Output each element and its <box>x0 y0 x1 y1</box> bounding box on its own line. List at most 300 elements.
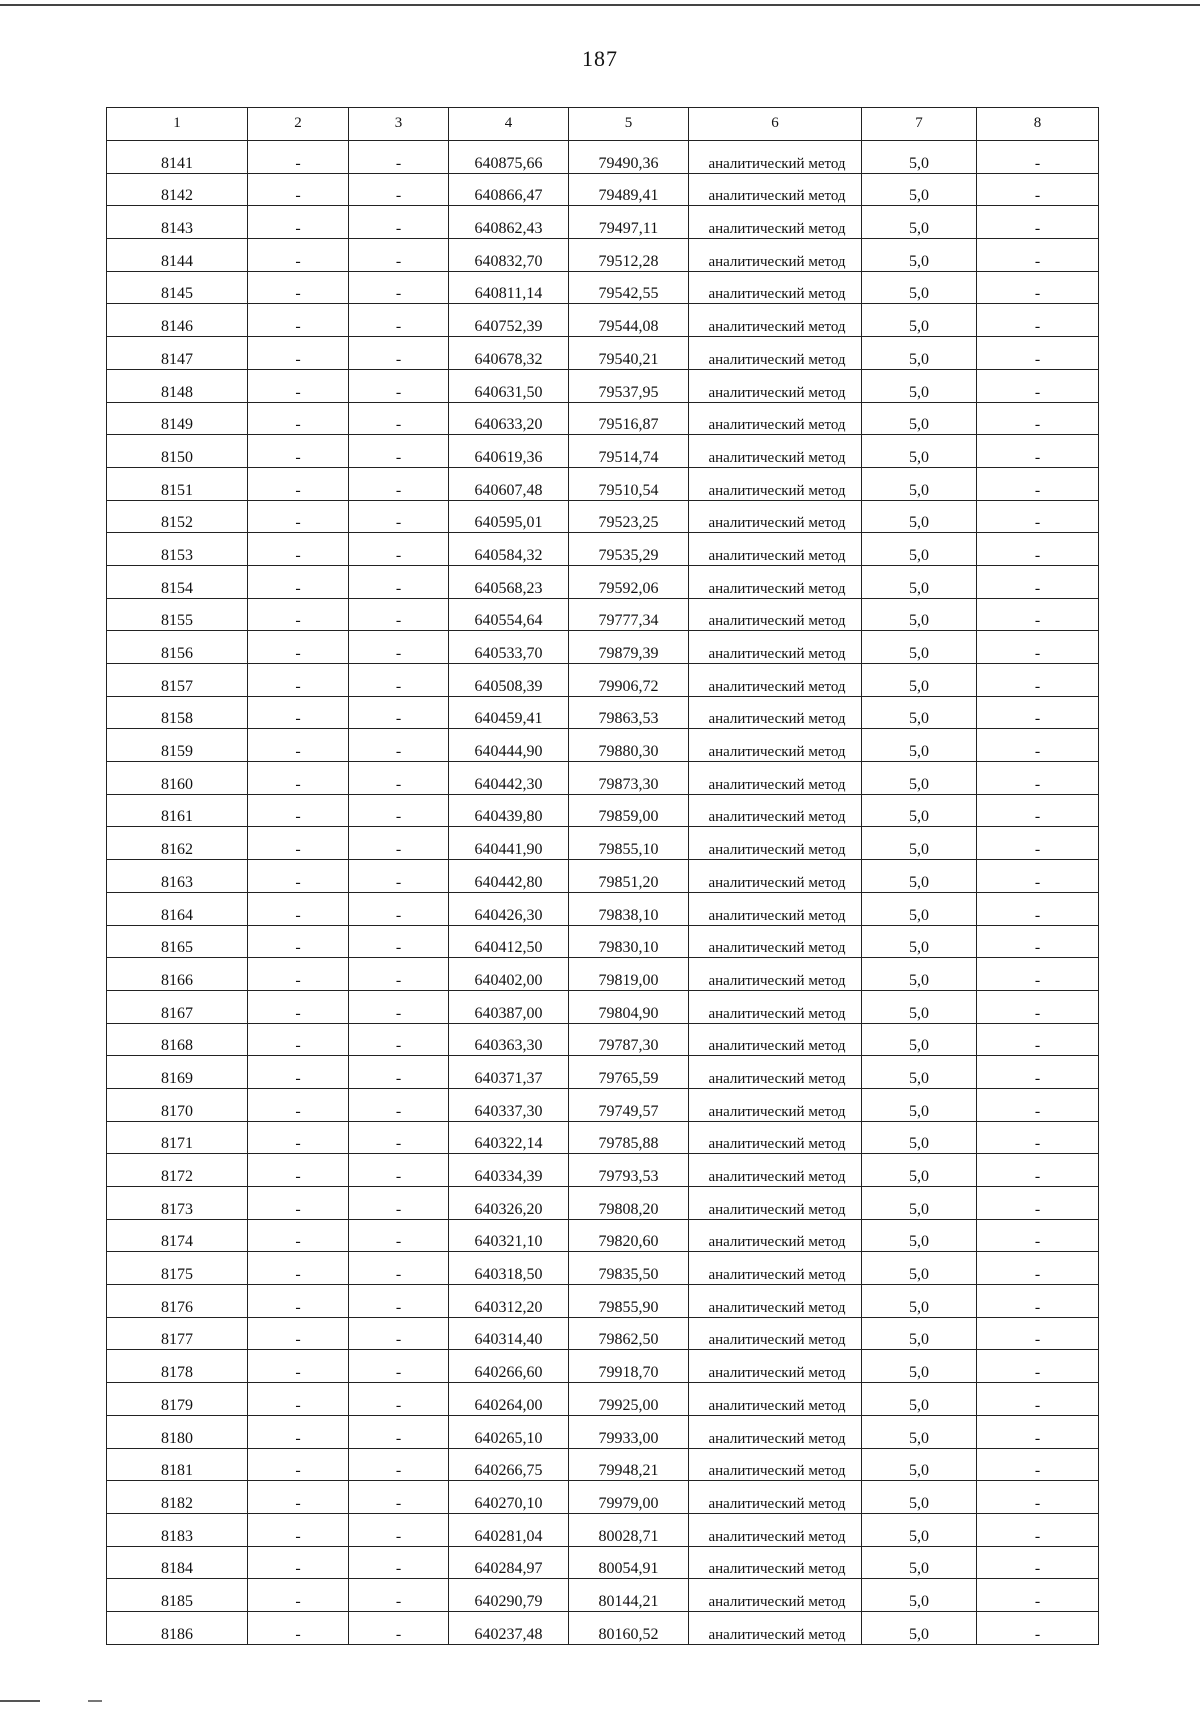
cell-coord-x: 640363,30 <box>449 1023 569 1056</box>
cell-point-number: 8173 <box>107 1187 248 1220</box>
cell-method: аналитический метод <box>689 729 862 762</box>
cell-col-8: - <box>977 794 1099 827</box>
table-row <box>107 598 1099 631</box>
cell-col-2: - <box>248 631 349 664</box>
cell-coord-x: 640237,48 <box>449 1611 569 1644</box>
cell-col-8: - <box>977 664 1099 697</box>
cell-accuracy: 5,0 <box>862 206 977 239</box>
cell-coord-x: 640402,00 <box>449 958 569 991</box>
cell-col-3: - <box>349 533 449 566</box>
cell-point-number: 8149 <box>107 402 248 435</box>
table-body <box>107 108 1099 1645</box>
cell-point-number: 8172 <box>107 1154 248 1187</box>
cell-col-8: - <box>977 1546 1099 1579</box>
cell-method: аналитический метод <box>689 369 862 402</box>
cell-col-3: - <box>349 500 449 533</box>
cell-col-2: - <box>248 1154 349 1187</box>
cell-accuracy: 5,0 <box>862 239 977 272</box>
cell-method: аналитический метод <box>689 239 862 272</box>
cell-coord-x: 640290,79 <box>449 1579 569 1612</box>
cell-method: аналитический метод <box>689 1317 862 1350</box>
table-row <box>107 337 1099 370</box>
cell-point-number: 8153 <box>107 533 248 566</box>
cell-col-2: - <box>248 958 349 991</box>
cell-coord-x: 640412,50 <box>449 925 569 958</box>
cell-col-8: - <box>977 1285 1099 1318</box>
table-row <box>107 1579 1099 1612</box>
cell-coord-x: 640811,14 <box>449 271 569 304</box>
cell-col-3: - <box>349 598 449 631</box>
cell-accuracy: 5,0 <box>862 892 977 925</box>
cell-col-3: - <box>349 1481 449 1514</box>
cell-coord-y: 79819,00 <box>569 958 689 991</box>
cell-coord-y: 79855,90 <box>569 1285 689 1318</box>
cell-accuracy: 5,0 <box>862 369 977 402</box>
cell-col-8: - <box>977 729 1099 762</box>
cell-col-2: - <box>248 1383 349 1416</box>
cell-col-8: - <box>977 1154 1099 1187</box>
cell-coord-x: 640442,80 <box>449 860 569 893</box>
cell-col-8: - <box>977 696 1099 729</box>
table-row <box>107 1513 1099 1546</box>
cell-accuracy: 5,0 <box>862 1383 977 1416</box>
cell-col-8: - <box>977 1252 1099 1285</box>
cell-col-2: - <box>248 925 349 958</box>
table-row <box>107 1056 1099 1089</box>
cell-coord-y: 79862,50 <box>569 1317 689 1350</box>
cell-coord-x: 640281,04 <box>449 1513 569 1546</box>
table-row <box>107 1252 1099 1285</box>
cell-point-number: 8147 <box>107 337 248 370</box>
cell-coord-x: 640444,90 <box>449 729 569 762</box>
cell-col-3: - <box>349 206 449 239</box>
cell-method: аналитический метод <box>689 1088 862 1121</box>
cell-col-8: - <box>977 1187 1099 1220</box>
cell-method: аналитический метод <box>689 1579 862 1612</box>
table-row <box>107 664 1099 697</box>
table-row <box>107 1481 1099 1514</box>
cell-col-2: - <box>248 1088 349 1121</box>
cell-accuracy: 5,0 <box>862 1088 977 1121</box>
cell-coord-x: 640607,48 <box>449 467 569 500</box>
cell-coord-x: 640862,43 <box>449 206 569 239</box>
cell-accuracy: 5,0 <box>862 794 977 827</box>
cell-method: аналитический метод <box>689 925 862 958</box>
cell-col-2: - <box>248 337 349 370</box>
cell-col-3: - <box>349 1121 449 1154</box>
table-row <box>107 762 1099 795</box>
table-row <box>107 1415 1099 1448</box>
cell-col-8: - <box>977 598 1099 631</box>
cell-coord-y: 79514,74 <box>569 435 689 468</box>
cell-col-8: - <box>977 1579 1099 1612</box>
cell-col-2: - <box>248 1611 349 1644</box>
cell-accuracy: 5,0 <box>862 304 977 337</box>
cell-coord-x: 640266,60 <box>449 1350 569 1383</box>
cell-coord-x: 640678,32 <box>449 337 569 370</box>
cell-col-3: - <box>349 337 449 370</box>
cell-coord-y: 79542,55 <box>569 271 689 304</box>
cell-point-number: 8151 <box>107 467 248 500</box>
cell-coord-y: 80160,52 <box>569 1611 689 1644</box>
cell-point-number: 8148 <box>107 369 248 402</box>
table-row <box>107 304 1099 337</box>
table-row <box>107 565 1099 598</box>
cell-col-2: - <box>248 664 349 697</box>
cell-point-number: 8178 <box>107 1350 248 1383</box>
cell-coord-x: 640264,00 <box>449 1383 569 1416</box>
cell-col-8: - <box>977 1056 1099 1089</box>
cell-point-number: 8152 <box>107 500 248 533</box>
cell-col-3: - <box>349 1023 449 1056</box>
cell-coord-y: 79925,00 <box>569 1383 689 1416</box>
cell-method: аналитический метод <box>689 696 862 729</box>
cell-col-2: - <box>248 1317 349 1350</box>
cell-accuracy: 5,0 <box>862 1023 977 1056</box>
cell-col-2: - <box>248 1285 349 1318</box>
table-row <box>107 402 1099 435</box>
cell-coord-y: 79851,20 <box>569 860 689 893</box>
cell-method: аналитический метод <box>689 271 862 304</box>
cell-col-3: - <box>349 1088 449 1121</box>
cell-accuracy: 5,0 <box>862 729 977 762</box>
cell-accuracy: 5,0 <box>862 533 977 566</box>
cell-accuracy: 5,0 <box>862 1056 977 1089</box>
cell-col-3: - <box>349 631 449 664</box>
cell-method: аналитический метод <box>689 1448 862 1481</box>
cell-col-2: - <box>248 1056 349 1089</box>
cell-col-3: - <box>349 271 449 304</box>
table-row <box>107 1317 1099 1350</box>
cell-coord-y: 80028,71 <box>569 1513 689 1546</box>
cell-coord-y: 79592,06 <box>569 565 689 598</box>
cell-coord-x: 640584,32 <box>449 533 569 566</box>
cell-method: аналитический метод <box>689 827 862 860</box>
table-row <box>107 860 1099 893</box>
cell-col-3: - <box>349 729 449 762</box>
cell-col-2: - <box>248 206 349 239</box>
cell-coord-x: 640832,70 <box>449 239 569 272</box>
cell-col-2: - <box>248 729 349 762</box>
cell-accuracy: 5,0 <box>862 402 977 435</box>
cell-point-number: 8164 <box>107 892 248 925</box>
cell-coord-x: 640441,90 <box>449 827 569 860</box>
cell-method: аналитический метод <box>689 141 862 174</box>
cell-coord-x: 640508,39 <box>449 664 569 697</box>
cell-method: аналитический метод <box>689 206 862 239</box>
cell-coord-y: 79749,57 <box>569 1088 689 1121</box>
cell-col-8: - <box>977 631 1099 664</box>
cell-coord-y: 79855,10 <box>569 827 689 860</box>
cell-col-2: - <box>248 1415 349 1448</box>
cell-col-3: - <box>349 1285 449 1318</box>
cell-coord-y: 79918,70 <box>569 1350 689 1383</box>
cell-coord-x: 640318,50 <box>449 1252 569 1285</box>
cell-col-2: - <box>248 1513 349 1546</box>
cell-col-2: - <box>248 1252 349 1285</box>
cell-col-2: - <box>248 435 349 468</box>
table-row <box>107 696 1099 729</box>
cell-coord-x: 640595,01 <box>449 500 569 533</box>
cell-point-number: 8146 <box>107 304 248 337</box>
cell-coord-y: 79948,21 <box>569 1448 689 1481</box>
cell-col-3: - <box>349 1350 449 1383</box>
cell-coord-x: 640866,47 <box>449 173 569 206</box>
cell-coord-x: 640619,36 <box>449 435 569 468</box>
cell-coord-y: 79820,60 <box>569 1219 689 1252</box>
cell-accuracy: 5,0 <box>862 925 977 958</box>
header-row <box>107 108 1099 141</box>
cell-coord-y: 79838,10 <box>569 892 689 925</box>
cell-method: аналитический метод <box>689 664 862 697</box>
cell-method: аналитический метод <box>689 598 862 631</box>
cell-col-2: - <box>248 696 349 729</box>
cell-coord-y: 79490,36 <box>569 141 689 174</box>
cell-coord-y: 79863,53 <box>569 696 689 729</box>
cell-point-number: 8181 <box>107 1448 248 1481</box>
cell-coord-y: 79544,08 <box>569 304 689 337</box>
cell-point-number: 8186 <box>107 1611 248 1644</box>
cell-point-number: 8170 <box>107 1088 248 1121</box>
cell-col-3: - <box>349 762 449 795</box>
cell-col-8: - <box>977 402 1099 435</box>
cell-accuracy: 5,0 <box>862 1121 977 1154</box>
cell-accuracy: 5,0 <box>862 696 977 729</box>
table-row <box>107 631 1099 664</box>
cell-accuracy: 5,0 <box>862 598 977 631</box>
table-row <box>107 271 1099 304</box>
cell-col-8: - <box>977 1317 1099 1350</box>
cell-coord-x: 640334,39 <box>449 1154 569 1187</box>
cell-coord-x: 640337,30 <box>449 1088 569 1121</box>
cell-point-number: 8166 <box>107 958 248 991</box>
cell-coord-x: 640533,70 <box>449 631 569 664</box>
cell-method: аналитический метод <box>689 860 862 893</box>
cell-coord-y: 79808,20 <box>569 1187 689 1220</box>
cell-coord-x: 640326,20 <box>449 1187 569 1220</box>
cell-coord-y: 79906,72 <box>569 664 689 697</box>
cell-col-2: - <box>248 1219 349 1252</box>
cell-point-number: 8180 <box>107 1415 248 1448</box>
cell-accuracy: 5,0 <box>862 1415 977 1448</box>
table-row <box>107 1121 1099 1154</box>
cell-col-8: - <box>977 1513 1099 1546</box>
cell-method: аналитический метод <box>689 1252 862 1285</box>
table-row <box>107 1383 1099 1416</box>
cell-col-2: - <box>248 1023 349 1056</box>
cell-method: аналитический метод <box>689 1285 862 1318</box>
cell-point-number: 8154 <box>107 565 248 598</box>
cell-col-8: - <box>977 990 1099 1023</box>
cell-col-2: - <box>248 1448 349 1481</box>
cell-coord-y: 80144,21 <box>569 1579 689 1612</box>
cell-point-number: 8185 <box>107 1579 248 1612</box>
cell-accuracy: 5,0 <box>862 860 977 893</box>
cell-col-2: - <box>248 1546 349 1579</box>
cell-coord-y: 79830,10 <box>569 925 689 958</box>
cell-accuracy: 5,0 <box>862 1546 977 1579</box>
cell-coord-x: 640442,30 <box>449 762 569 795</box>
cell-coord-y: 79879,39 <box>569 631 689 664</box>
cell-method: аналитический метод <box>689 500 862 533</box>
cell-col-3: - <box>349 1611 449 1644</box>
cell-accuracy: 5,0 <box>862 1513 977 1546</box>
cell-col-8: - <box>977 1481 1099 1514</box>
table-row <box>107 467 1099 500</box>
table-row <box>107 1546 1099 1579</box>
cell-point-number: 8171 <box>107 1121 248 1154</box>
cell-coord-y: 79804,90 <box>569 990 689 1023</box>
cell-point-number: 8156 <box>107 631 248 664</box>
header-cell: 3 <box>349 108 449 141</box>
cell-col-3: - <box>349 239 449 272</box>
cell-col-3: - <box>349 696 449 729</box>
cell-col-3: - <box>349 1579 449 1612</box>
table-row <box>107 1611 1099 1644</box>
cell-accuracy: 5,0 <box>862 1611 977 1644</box>
cell-col-8: - <box>977 500 1099 533</box>
header-cell: 2 <box>248 108 349 141</box>
table-row <box>107 1219 1099 1252</box>
cell-coord-y: 79540,21 <box>569 337 689 370</box>
table-row <box>107 173 1099 206</box>
cell-col-2: - <box>248 369 349 402</box>
scan-border-line <box>0 4 1200 6</box>
cell-coord-x: 640312,20 <box>449 1285 569 1318</box>
cell-coord-y: 79859,00 <box>569 794 689 827</box>
cell-accuracy: 5,0 <box>862 500 977 533</box>
cell-col-3: - <box>349 435 449 468</box>
table-row <box>107 533 1099 566</box>
cell-accuracy: 5,0 <box>862 337 977 370</box>
cell-col-3: - <box>349 958 449 991</box>
cell-method: аналитический метод <box>689 1023 862 1056</box>
cell-method: аналитический метод <box>689 1056 862 1089</box>
cell-col-3: - <box>349 925 449 958</box>
table-row <box>107 239 1099 272</box>
cell-col-3: - <box>349 369 449 402</box>
cell-col-2: - <box>248 467 349 500</box>
cell-col-3: - <box>349 860 449 893</box>
cell-col-2: - <box>248 892 349 925</box>
cell-method: аналитический метод <box>689 892 862 925</box>
cell-col-8: - <box>977 304 1099 337</box>
table-row <box>107 892 1099 925</box>
cell-point-number: 8158 <box>107 696 248 729</box>
cell-accuracy: 5,0 <box>862 1448 977 1481</box>
cell-col-8: - <box>977 892 1099 925</box>
cell-col-3: - <box>349 467 449 500</box>
cell-col-3: - <box>349 402 449 435</box>
cell-col-2: - <box>248 565 349 598</box>
cell-coord-x: 640314,40 <box>449 1317 569 1350</box>
cell-point-number: 8177 <box>107 1317 248 1350</box>
cell-point-number: 8150 <box>107 435 248 468</box>
cell-coord-y: 79497,11 <box>569 206 689 239</box>
cell-point-number: 8163 <box>107 860 248 893</box>
cell-coord-y: 79979,00 <box>569 1481 689 1514</box>
cell-col-3: - <box>349 1546 449 1579</box>
cell-point-number: 8176 <box>107 1285 248 1318</box>
cell-col-3: - <box>349 827 449 860</box>
cell-coord-y: 79510,54 <box>569 467 689 500</box>
cell-accuracy: 5,0 <box>862 1579 977 1612</box>
cell-col-3: - <box>349 990 449 1023</box>
cell-point-number: 8157 <box>107 664 248 697</box>
cell-coord-y: 79777,34 <box>569 598 689 631</box>
cell-accuracy: 5,0 <box>862 1317 977 1350</box>
cell-coord-y: 79880,30 <box>569 729 689 762</box>
cell-point-number: 8161 <box>107 794 248 827</box>
scan-edge-mark <box>88 1700 102 1702</box>
cell-method: аналитический метод <box>689 304 862 337</box>
cell-col-3: - <box>349 304 449 337</box>
cell-point-number: 8160 <box>107 762 248 795</box>
cell-col-8: - <box>977 173 1099 206</box>
cell-col-8: - <box>977 1448 1099 1481</box>
cell-col-8: - <box>977 827 1099 860</box>
table-row <box>107 141 1099 174</box>
cell-method: аналитический метод <box>689 1546 862 1579</box>
cell-method: аналитический метод <box>689 1154 862 1187</box>
cell-col-8: - <box>977 1088 1099 1121</box>
cell-accuracy: 5,0 <box>862 1187 977 1220</box>
cell-accuracy: 5,0 <box>862 141 977 174</box>
cell-coord-x: 640752,39 <box>449 304 569 337</box>
cell-col-3: - <box>349 565 449 598</box>
page-number: 187 <box>582 46 618 71</box>
cell-point-number: 8145 <box>107 271 248 304</box>
cell-accuracy: 5,0 <box>862 271 977 304</box>
cell-point-number: 8143 <box>107 206 248 239</box>
cell-col-8: - <box>977 860 1099 893</box>
cell-accuracy: 5,0 <box>862 990 977 1023</box>
cell-col-2: - <box>248 141 349 174</box>
cell-coord-y: 79933,00 <box>569 1415 689 1448</box>
cell-method: аналитический метод <box>689 1383 862 1416</box>
cell-coord-y: 79535,29 <box>569 533 689 566</box>
cell-col-8: - <box>977 141 1099 174</box>
cell-point-number: 8165 <box>107 925 248 958</box>
cell-method: аналитический метод <box>689 1611 862 1644</box>
cell-col-3: - <box>349 1219 449 1252</box>
cell-point-number: 8184 <box>107 1546 248 1579</box>
table-row <box>107 827 1099 860</box>
table-row <box>107 1023 1099 1056</box>
table-row <box>107 1448 1099 1481</box>
cell-accuracy: 5,0 <box>862 1481 977 1514</box>
cell-col-8: - <box>977 239 1099 272</box>
cell-method: аналитический метод <box>689 990 862 1023</box>
cell-point-number: 8162 <box>107 827 248 860</box>
cell-method: аналитический метод <box>689 1219 862 1252</box>
cell-col-2: - <box>248 239 349 272</box>
cell-col-8: - <box>977 1415 1099 1448</box>
cell-accuracy: 5,0 <box>862 631 977 664</box>
cell-col-3: - <box>349 892 449 925</box>
cell-point-number: 8179 <box>107 1383 248 1416</box>
cell-coord-y: 79873,30 <box>569 762 689 795</box>
cell-point-number: 8175 <box>107 1252 248 1285</box>
cell-coord-x: 640426,30 <box>449 892 569 925</box>
cell-col-8: - <box>977 435 1099 468</box>
cell-col-3: - <box>349 1252 449 1285</box>
cell-coord-x: 640270,10 <box>449 1481 569 1514</box>
cell-accuracy: 5,0 <box>862 958 977 991</box>
cell-method: аналитический метод <box>689 762 862 795</box>
table-row <box>107 1285 1099 1318</box>
cell-col-8: - <box>977 1121 1099 1154</box>
